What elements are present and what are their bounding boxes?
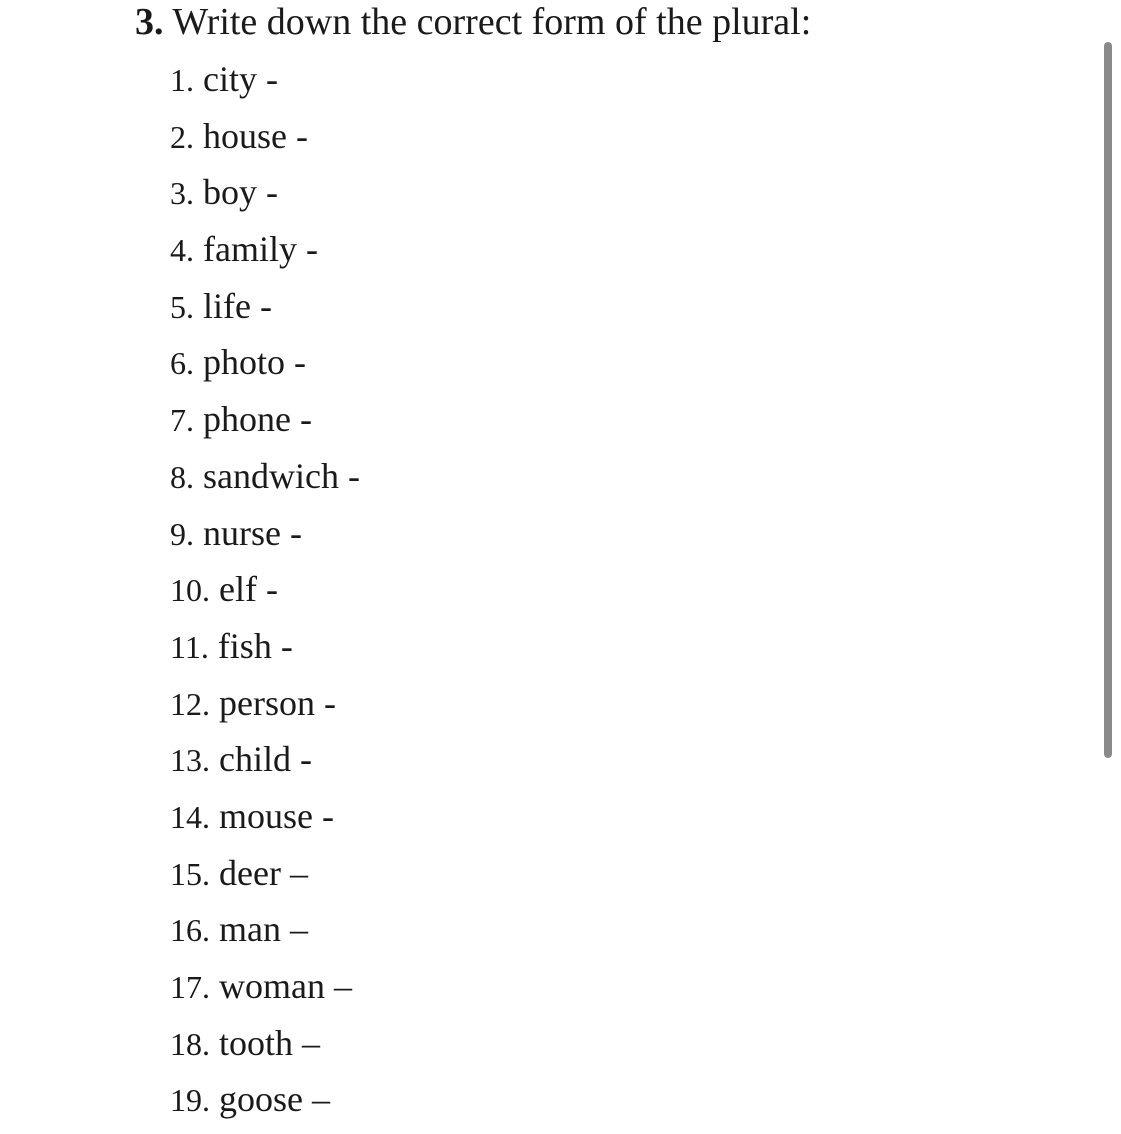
item-word: nurse -: [194, 512, 302, 553]
item-word: sandwich -: [194, 455, 360, 496]
list-item: [170, 1077, 360, 1134]
item-word: photo -: [194, 342, 306, 383]
item-index: 10.: [170, 572, 210, 609]
list-item: [170, 567, 360, 624]
item-index: 16.: [170, 912, 210, 949]
item-word: goose –: [210, 1079, 330, 1120]
vertical-scrollbar[interactable]: [1104, 42, 1112, 758]
item-index: 1.: [170, 62, 194, 98]
list-item: [170, 737, 360, 794]
list-item: [170, 907, 360, 964]
word-list: [170, 57, 360, 1134]
list-item: [170, 1021, 360, 1078]
list-item: [170, 794, 360, 851]
item-index: 14.: [170, 798, 210, 835]
list-item: [170, 454, 360, 511]
item-index: 12.: [170, 685, 210, 722]
item-word: deer –: [210, 852, 308, 893]
item-index: 19.: [170, 1082, 210, 1119]
exercise-number: 3.: [135, 1, 164, 43]
list-item: [170, 511, 360, 568]
item-index: 8.: [170, 458, 194, 495]
item-word: man –: [210, 909, 308, 950]
item-index: 18.: [170, 1025, 210, 1062]
list-item: [170, 397, 360, 454]
item-word: woman –: [210, 966, 352, 1006]
list-item: [170, 284, 360, 341]
item-word: tooth –: [210, 1022, 321, 1063]
list-item: [170, 170, 360, 227]
item-word: boy -: [194, 172, 278, 213]
exercise-heading: [135, 0, 811, 44]
item-word: house -: [194, 115, 308, 156]
list-item: [170, 681, 360, 738]
item-index: 3.: [170, 175, 194, 212]
item-index: 9.: [170, 515, 194, 552]
item-index: 7.: [170, 402, 194, 439]
item-index: 6.: [170, 345, 194, 382]
item-word: city -: [194, 59, 278, 99]
list-item: [170, 964, 360, 1021]
list-item: [170, 624, 360, 681]
item-index: 13.: [170, 742, 210, 779]
item-word: mouse -: [210, 795, 334, 836]
list-item: [170, 851, 360, 908]
item-index: 11.: [170, 628, 209, 665]
item-word: person -: [210, 682, 336, 723]
list-item: [170, 227, 360, 284]
item-index: 2.: [170, 118, 194, 155]
item-word: family -: [194, 229, 318, 270]
item-index: 4.: [170, 232, 194, 269]
item-word: life -: [194, 285, 272, 326]
item-word: elf -: [210, 569, 278, 610]
item-word: child -: [210, 739, 312, 780]
item-index: 17.: [170, 969, 210, 1005]
item-index: 15.: [170, 855, 210, 892]
item-word: fish -: [208, 625, 293, 666]
exercise-instruction: Write down the correct form of the plural:: [163, 1, 812, 43]
item-index: 5.: [170, 288, 194, 325]
list-item: [170, 114, 360, 171]
item-word: phone -: [194, 399, 312, 440]
list-item: [170, 57, 360, 114]
list-item: [170, 340, 360, 397]
